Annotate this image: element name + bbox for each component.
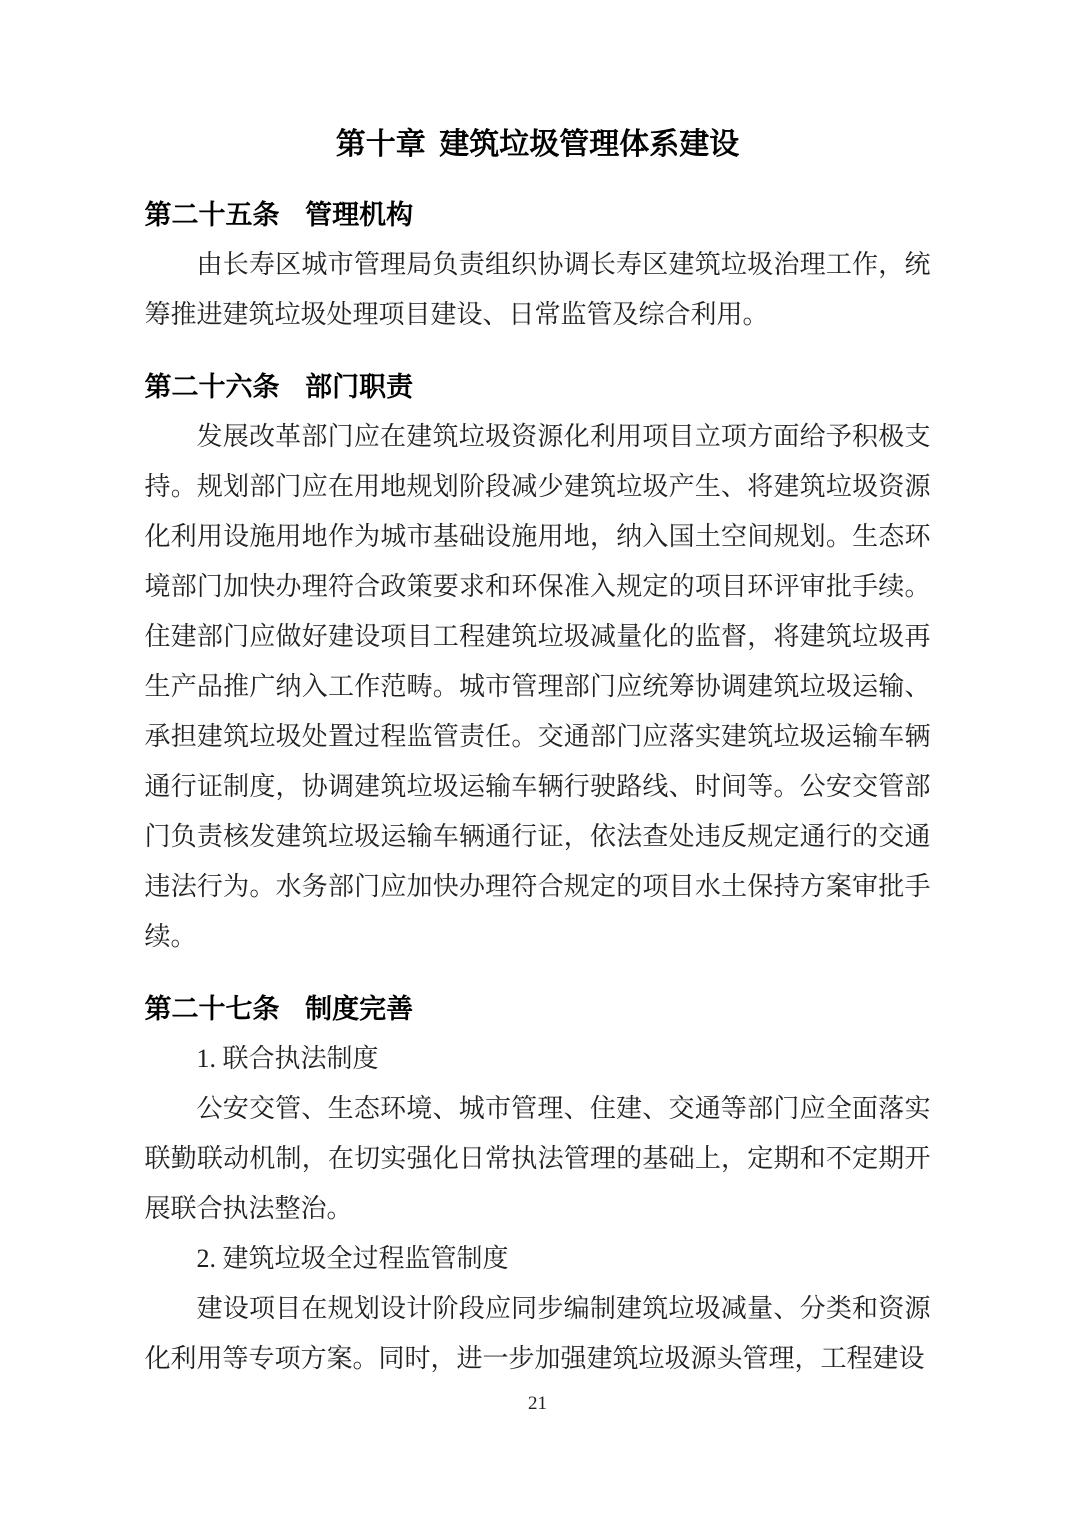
page-number: 21 (528, 1393, 547, 1414)
section-title: 制度完善 (305, 994, 414, 1024)
section-number: 第二十六条 (144, 372, 280, 402)
section-number: 第二十五条 (144, 200, 280, 230)
section-25 (145, 190, 931, 340)
section-number: 第二十七条 (144, 994, 280, 1024)
subitem-label: 2. 建筑垃圾全过程监管制度 (196, 1244, 509, 1273)
subitem-paragraph: 建设项目在规划设计阶段应同步编制建筑垃圾减量、分类和资源化利用等专项方案。同时，进一步加强建筑垃圾源头管理，工程建设 (144, 1294, 931, 1373)
document-content (145, 0, 931, 1416)
section-title: 管理机构 (305, 200, 414, 230)
section-27 (145, 984, 931, 1384)
section-heading (145, 362, 931, 412)
body-paragraph: 由长寿区城市管理局负责组织协调长寿区建筑垃圾治理工作，统筹推进建筑垃圾处理项目建设、日常监管及综合利用。 (144, 250, 931, 329)
section-26 (145, 362, 931, 962)
section-title: 部门职责 (305, 372, 414, 402)
section-heading (145, 190, 931, 240)
body-paragraph: 发展改革部门应在建筑垃圾资源化利用项目立项方面给予积极支持。规划部门应在用地规划阶段减少建筑垃圾产生、将建筑垃圾资源化利用设施用地作为城市基础设施用地，纳入国土空间规划。生态环境部门加快办理符合政策要求和环保准入规定的项目环评审批手续。住建部门应做好建设项目工程建筑垃圾减量化的监督，将建筑垃圾再生产品推广纳入工作范畴。城市管理部门应统筹协调建筑垃圾运输、承担建筑垃圾处置过程监管责任。交通部门应落实建筑垃圾运输车辆通行证制度，协调建筑垃圾运输车辆行驶路线、时间等。公安交管部门负责核发建筑垃圾运输车辆通行证，依法查处违反规定通行的交通违法行为。水务部门应加快办理符合规定的项目水土保持方案审批手续。 (144, 422, 931, 951)
chapter-title: 第十章 建筑垃圾管理体系建设 (335, 128, 740, 161)
subitem-paragraph: 公安交管、生态环境、城市管理、住建、交通等部门应全面落实联勤联动机制，在切实强化日常执法管理的基础上，定期和不定期开展联合执法整治。 (144, 1094, 931, 1223)
subitem-label: 1. 联合执法制度 (196, 1044, 379, 1073)
section-heading (145, 984, 931, 1034)
